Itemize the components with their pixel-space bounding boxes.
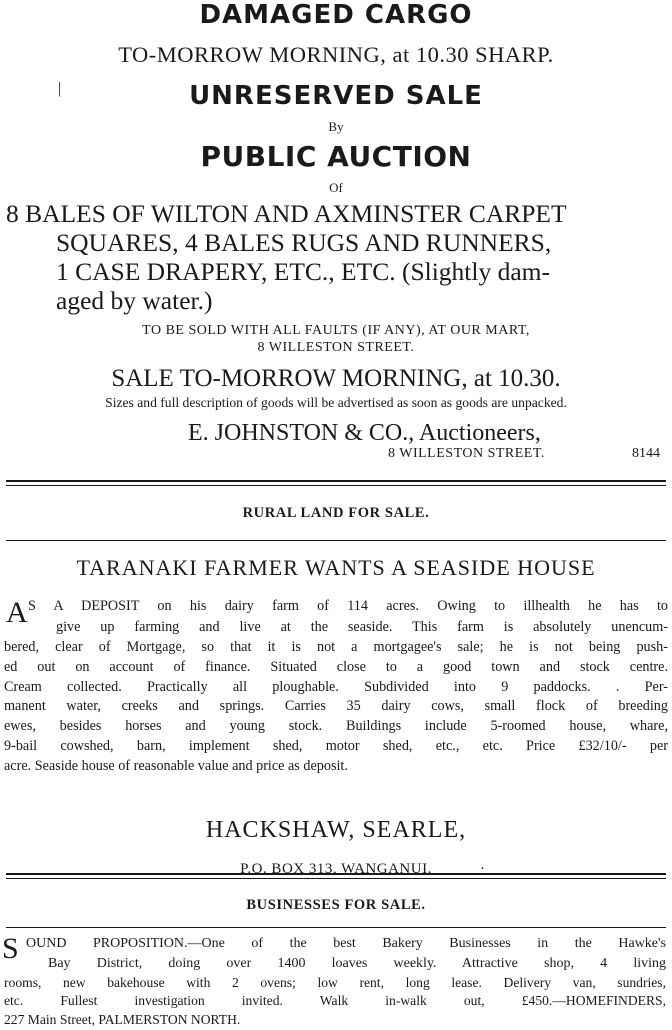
heading-rule-2: [6, 927, 666, 928]
agent-name: HACKSHAW, SEARLE,: [205, 817, 467, 843]
mart-address: 8 WILLESTON STREET.: [257, 340, 415, 355]
rural-body-line-1: S A DEPOSIT on his dairy farm of 114 acres. Owing to illhealth he has to: [28, 598, 668, 614]
by-label: By: [328, 119, 344, 134]
section-divider-2: [6, 873, 666, 879]
section-divider: [6, 480, 666, 486]
sizes-line: Sizes and full description of goods will be advertised as soon as goods are unpacked.: [105, 395, 567, 410]
rural-body-line-7: ewes, besides horses and young stock. Buildings include 5-roomed house, whare,: [4, 718, 668, 734]
business-body-line-1: OUND PROPOSITION.—One of the best Bakery Businesses in the Hawke's: [26, 936, 666, 951]
stray-mark: |: [58, 80, 62, 97]
heading-rule: [6, 540, 666, 541]
auctioneer-address: 8 WILLESTON STREET.: [388, 446, 545, 461]
rural-body-line-9: acre. Seaside house of reasonable value and price as deposit.: [4, 758, 348, 774]
ad-number: 8144: [632, 446, 660, 461]
public-auction: PUBLIC AUCTION: [200, 140, 472, 173]
sale-line: SALE TO-MORROW MORNING, at 10.30.: [111, 365, 561, 392]
business-body-line-2: Bay District, doing over 1400 loaves weekly. Attractive shop, 4 living: [48, 956, 666, 971]
goods-line-3: 1 CASE DRAPERY, ETC., ETC. (Slightly dam-: [56, 257, 550, 286]
rural-section-heading: RURAL LAND FOR SALE.: [242, 505, 430, 521]
goods-line-1: 8 BALES OF WILTON AND AXMINSTER CARPET: [6, 199, 567, 228]
cargo-title: DAMAGED CARGO: [199, 0, 473, 30]
rural-body-line-6: manent water, creeks and springs. Carries 35 dairy cows, small flock of breeding: [4, 698, 668, 714]
rural-body-line-8: 9-bail cowshed, barn, implement shed, motor shed, etc., etc. Price £32/10/- per: [4, 738, 668, 754]
goods-line-4: aged by water.): [56, 286, 213, 315]
stray-dot: ·: [480, 861, 485, 877]
rural-headline: TARANAKI FARMER WANTS A SEASIDE HOUSE: [76, 555, 596, 580]
cargo-time-line: TO-MORROW MORNING, at 10.30 SHARP.: [118, 42, 554, 67]
faults-line: TO BE SOLD WITH ALL FAULTS (IF ANY), AT OUR MART,: [142, 323, 530, 338]
agent-address: P.O. BOX 313, WANGANUI.: [240, 861, 432, 877]
business-body-line-5: 227 Main Street, PALMERSTON NORTH.: [4, 1012, 241, 1027]
goods-line-2: SQUARES, 4 BALES RUGS AND RUNNERS,: [56, 228, 552, 257]
rural-body-line-2: give up farming and live at the seaside. This farm is absolutely unencum-: [56, 619, 668, 635]
rural-body-line-4: ed out on account of finance. Situated close to a good town and stock centre.: [4, 659, 668, 675]
business-body-line-4: etc. Fullest investigation invited. Walk in-walk out, £450.—HOMEFINDERS,: [4, 993, 666, 1008]
rural-dropcap: A: [6, 596, 28, 629]
business-dropcap: S: [2, 932, 19, 965]
business-section-heading: BUSINESSES FOR SALE.: [246, 897, 426, 913]
of-label: Of: [329, 180, 343, 195]
business-body-line-3: rooms, new bakehouse with 2 ovens; low rent, long lease. Delivery van, sundries,: [4, 975, 666, 990]
auctioneer-name: E. JOHNSTON & CO., Auctioneers,: [188, 420, 541, 446]
rural-body-line-3: bered, clear of Mortgage, so that it is not a mortgagee's sale; he is not being push-: [4, 639, 668, 655]
rural-body-line-5: Cream collected. Practically all ploughable. Subdivided into 9 paddocks. . Per-: [4, 679, 668, 695]
sale-type: UNRESERVED SALE: [189, 81, 483, 111]
